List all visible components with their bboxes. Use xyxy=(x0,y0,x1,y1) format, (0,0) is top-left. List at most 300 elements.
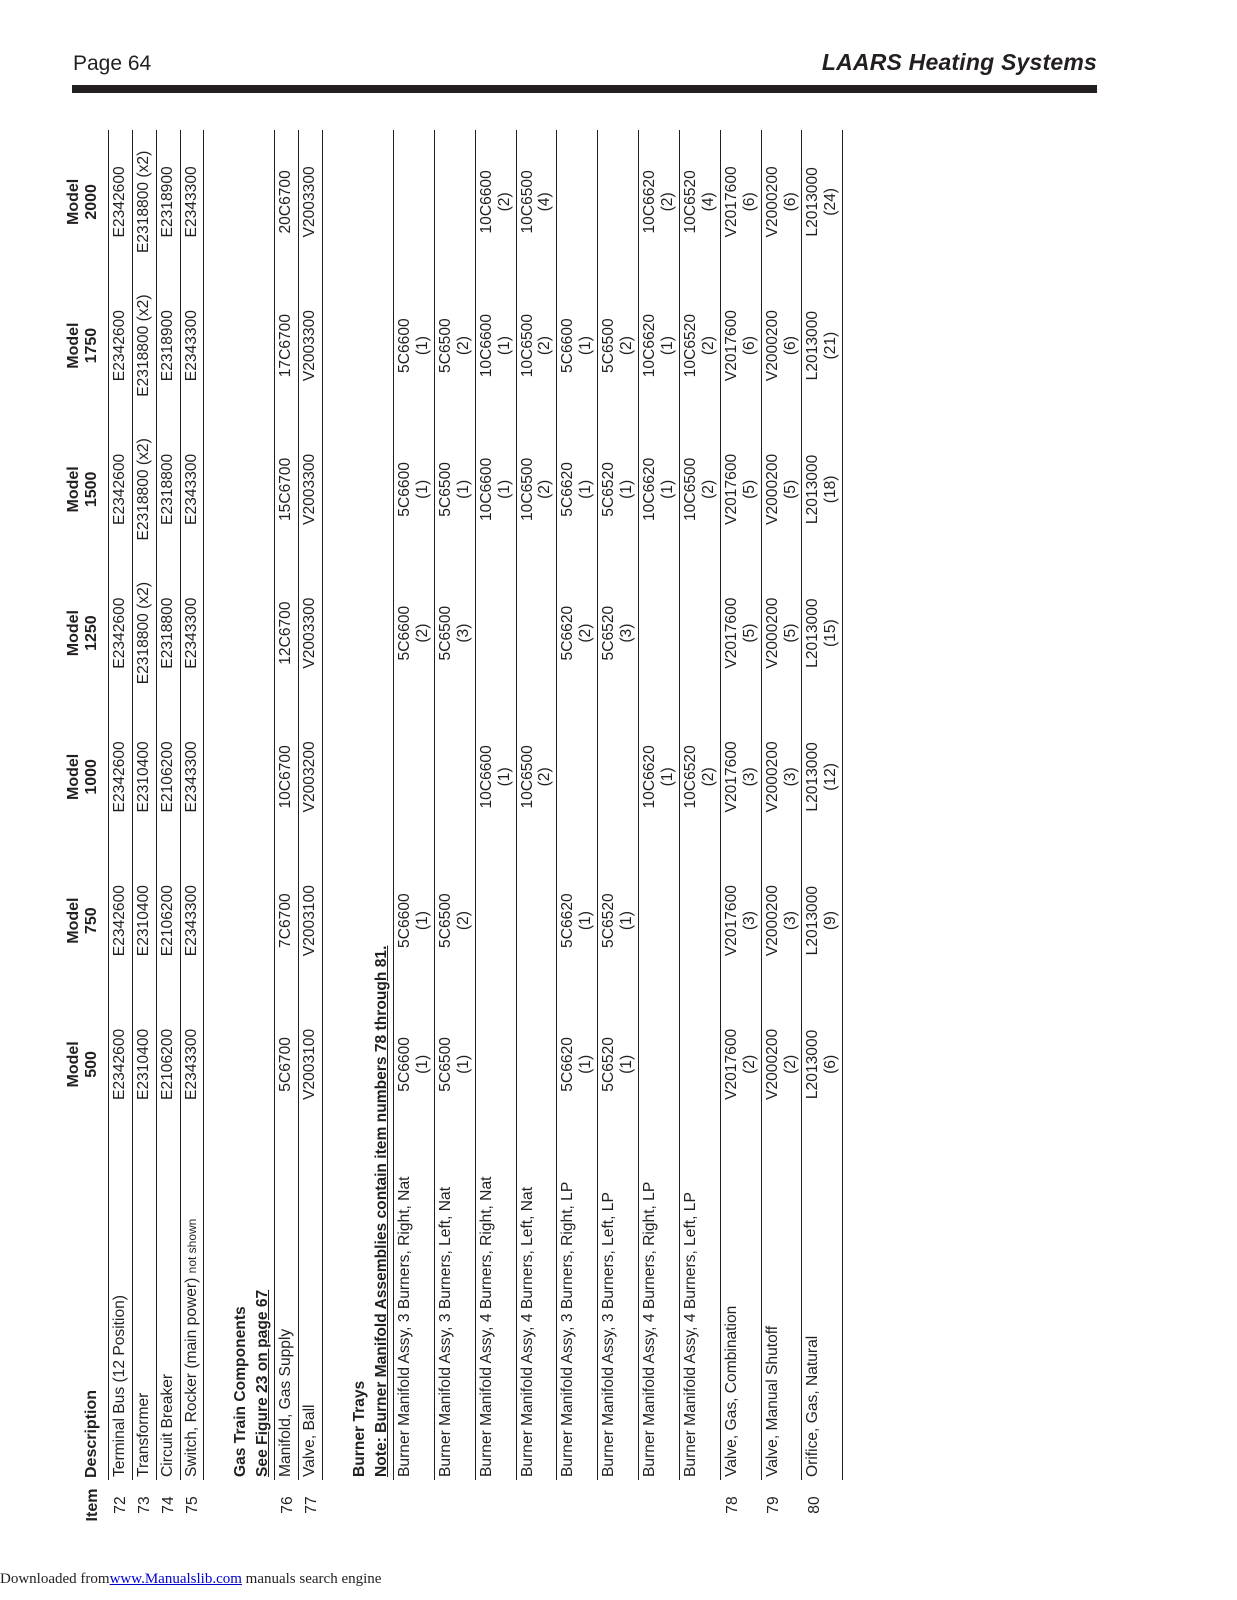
item-number: 79 xyxy=(765,1496,783,1514)
part-number: 10C6600 xyxy=(477,170,495,234)
part-number: V2000200 xyxy=(763,310,781,382)
description-cell: Valve, Manual Shutoff xyxy=(761,1136,802,1480)
part-number: 10C6620 xyxy=(641,457,659,522)
part-number-cell xyxy=(679,705,720,849)
quantity: (2) xyxy=(699,767,717,787)
table-row xyxy=(557,130,598,1530)
item-number: 78 xyxy=(724,1496,742,1514)
quantity: (5) xyxy=(781,623,799,643)
description-cell: Burner Manifold Assy, 3 Burners, Right, Nat xyxy=(394,1136,435,1480)
quantity: (1) xyxy=(454,1054,472,1074)
part-number-cell xyxy=(394,993,435,1137)
part-number-cell: V2003300 xyxy=(299,274,323,418)
part-number: 10C6520 xyxy=(681,313,699,378)
part-number-cell xyxy=(475,130,516,274)
part-number-cell: E2318800 xyxy=(156,418,180,562)
part-number-cell: 7C6700 xyxy=(275,849,299,993)
spacer-row xyxy=(204,130,231,1530)
col-header-item: Item xyxy=(83,1488,101,1522)
part-number: V2000200 xyxy=(763,741,781,813)
part-number-cell: V2003300 xyxy=(299,561,323,705)
part-number: 5C6520 xyxy=(600,893,618,948)
col-header-model-1000: Model 1000 xyxy=(65,753,101,800)
part-number-cell: E2310400 xyxy=(132,705,156,849)
gas-train-subheading-row xyxy=(252,130,274,1530)
part-number-cell: E2343300 xyxy=(180,130,204,274)
part-number-cell xyxy=(557,130,598,274)
quantity: (1) xyxy=(577,479,595,499)
part-number-cell: 20C6700 xyxy=(275,130,299,274)
part-number-cell xyxy=(434,993,475,1137)
quantity: (1) xyxy=(413,911,431,931)
part-number-cell: 15C6700 xyxy=(275,418,299,562)
part-number-cell: E2343300 xyxy=(180,418,204,562)
col-header-description: Description xyxy=(83,1389,101,1478)
quantity: (5) xyxy=(781,479,799,499)
part-number: 10C6500 xyxy=(518,170,536,234)
part-number: 5C6600 xyxy=(396,893,413,948)
part-number-cell xyxy=(516,418,557,562)
quantity: (2) xyxy=(495,192,513,212)
quantity: (2) xyxy=(454,336,472,356)
quantity: (1) xyxy=(495,479,513,499)
part-number-cell xyxy=(802,849,843,993)
part-number: 5C6500 xyxy=(600,318,618,373)
part-number-cell xyxy=(720,130,761,274)
part-number-cell xyxy=(598,705,639,849)
table-row xyxy=(761,130,802,1530)
description-cell: Burner Manifold Assy, 4 Burners, Left, Nat xyxy=(516,1136,557,1480)
quantity: (2) xyxy=(536,767,554,787)
col-header-model-2000: Model 2000 xyxy=(65,178,101,225)
part-number-cell xyxy=(639,993,680,1137)
description-cell: Burner Manifold Assy, 4 Burners, Right, LP xyxy=(639,1136,680,1480)
part-number-cell xyxy=(475,993,516,1137)
part-number-cell xyxy=(598,993,639,1137)
description-cell: Burner Manifold Assy, 3 Burners, Left, LP xyxy=(598,1136,639,1480)
part-number: 5C6600 xyxy=(559,318,577,373)
quantity: (2) xyxy=(618,336,636,356)
col-header-model-750: Model 750 xyxy=(65,897,101,944)
part-number-cell xyxy=(639,274,680,418)
table-header-row xyxy=(65,130,108,1530)
part-number-cell: 10C6700 xyxy=(275,705,299,849)
part-number-cell xyxy=(598,274,639,418)
part-number-cell xyxy=(516,705,557,849)
part-number: V2000200 xyxy=(763,166,781,238)
part-number-cell xyxy=(475,705,516,849)
quantity: (3) xyxy=(618,623,636,643)
gas-train-heading-row xyxy=(230,130,252,1530)
quantity: (21) xyxy=(822,331,840,360)
part-number: 10C6500 xyxy=(681,457,699,522)
part-number-cell xyxy=(434,274,475,418)
part-number-cell: V2003300 xyxy=(299,130,323,274)
part-number: V2017600 xyxy=(722,597,740,669)
part-number: 5C6500 xyxy=(436,893,454,948)
part-number: 5C6500 xyxy=(436,1037,454,1092)
part-number-cell: E2343300 xyxy=(180,993,204,1137)
part-number-cell xyxy=(761,849,802,993)
gas-train-subheading: See Figure 23 on page 67 xyxy=(254,1289,272,1477)
quantity: (24) xyxy=(822,188,840,216)
part-number-cell xyxy=(516,274,557,418)
table-row xyxy=(475,130,516,1530)
item-cell-empty xyxy=(371,1480,393,1530)
part-number-cell xyxy=(516,849,557,993)
quantity: (4) xyxy=(536,192,554,212)
quantity: (12) xyxy=(822,763,840,791)
part-number-cell xyxy=(720,993,761,1137)
part-number-cell: V2003100 xyxy=(299,849,323,993)
quantity: (3) xyxy=(454,623,472,643)
description-cell: Valve, Ball xyxy=(299,1136,323,1480)
description-cell xyxy=(180,1136,204,1480)
quantity: (6) xyxy=(781,336,799,356)
parts-table-container xyxy=(65,130,1065,1530)
part-number-cell xyxy=(720,849,761,993)
item-number xyxy=(394,1480,435,1530)
table-row xyxy=(156,130,180,1530)
part-number-cell xyxy=(802,418,843,562)
quantity: (2) xyxy=(699,479,717,499)
item-number: 76 xyxy=(278,1496,296,1514)
part-number-cell: E2343300 xyxy=(180,561,204,705)
quantity: (2) xyxy=(699,336,717,356)
quantity: (5) xyxy=(740,623,758,643)
part-number: 10C6500 xyxy=(518,313,536,378)
quantity: (3) xyxy=(740,767,758,787)
quantity: (1) xyxy=(577,1054,595,1074)
part-number-cell xyxy=(679,130,720,274)
part-number: L2013000 xyxy=(804,885,822,956)
description-cell: Orifice, Gas, Natural xyxy=(802,1136,843,1480)
quantity: (1) xyxy=(495,767,513,787)
part-number-cell xyxy=(434,418,475,562)
part-number-cell xyxy=(720,418,761,562)
part-number-cell xyxy=(394,561,435,705)
part-number: V2017600 xyxy=(722,310,740,382)
part-number-cell xyxy=(761,561,802,705)
header-rule xyxy=(72,85,1097,93)
burner-trays-heading-row xyxy=(349,130,371,1530)
quantity: (1) xyxy=(618,1054,636,1074)
part-number-cell xyxy=(557,274,598,418)
page-number: Page 64 xyxy=(73,52,152,75)
description-cell: Burner Manifold Assy, 3 Burners, Left, Nat xyxy=(434,1136,475,1480)
item-number xyxy=(475,1480,516,1530)
item-cell-empty xyxy=(230,1480,252,1530)
part-number-cell: V2003100 xyxy=(299,993,323,1137)
item-number: 77 xyxy=(302,1496,320,1514)
burner-trays-note-row xyxy=(371,130,393,1530)
quantity: (3) xyxy=(740,911,758,931)
part-number: 5C6620 xyxy=(559,1037,577,1092)
part-number-cell: E2342600 xyxy=(108,274,132,418)
part-number-cell: E2342600 xyxy=(108,418,132,562)
description-cell: Burner Manifold Assy, 3 Burners, Right, LP xyxy=(557,1136,598,1480)
item-number: 74 xyxy=(160,1496,178,1514)
part-number: V2017600 xyxy=(722,453,740,525)
part-number-cell xyxy=(475,561,516,705)
part-number-cell xyxy=(720,705,761,849)
description-text: Transformer xyxy=(134,1392,152,1477)
quantity: (2) xyxy=(454,911,472,931)
item-number xyxy=(598,1480,639,1530)
part-number-cell: E2318900 xyxy=(156,274,180,418)
quantity: (6) xyxy=(740,192,758,212)
description-note: not shown xyxy=(184,1218,199,1274)
quantity: (6) xyxy=(740,336,758,356)
part-number-cell xyxy=(639,849,680,993)
part-number-cell xyxy=(598,849,639,993)
part-number-cell xyxy=(761,418,802,562)
part-number: 10C6500 xyxy=(518,457,536,522)
table-row xyxy=(639,130,680,1530)
manualslib-link[interactable]: www.Manualslib.com xyxy=(109,1571,242,1587)
part-number: 10C6600 xyxy=(477,745,495,809)
quantity: (6) xyxy=(822,1054,840,1074)
part-number: 10C6600 xyxy=(477,313,495,378)
part-number-cell: E2343300 xyxy=(180,849,204,993)
part-number: L2013000 xyxy=(804,1029,822,1100)
table-row xyxy=(275,130,299,1530)
part-number: 5C6600 xyxy=(396,1037,413,1092)
part-number: 5C6600 xyxy=(396,605,413,661)
part-number-cell: E2310400 xyxy=(132,993,156,1137)
table-row xyxy=(108,130,132,1530)
part-number-cell xyxy=(394,849,435,993)
col-header-model-1500: Model 1500 xyxy=(65,466,101,513)
part-number-cell xyxy=(639,561,680,705)
description-text: Terminal Bus (12 Position) xyxy=(110,1295,128,1477)
quantity: (1) xyxy=(495,336,513,356)
item-number: 72 xyxy=(112,1496,130,1514)
spacer-row xyxy=(323,130,350,1530)
part-number-cell xyxy=(679,993,720,1137)
description-cell: Manifold, Gas Supply xyxy=(275,1136,299,1480)
part-number-cell xyxy=(761,705,802,849)
quantity: (1) xyxy=(658,479,676,499)
part-number: 5C6600 xyxy=(396,318,413,373)
part-number-cell xyxy=(557,705,598,849)
part-number: L2013000 xyxy=(804,598,822,668)
part-number-cell xyxy=(516,130,557,274)
table-row xyxy=(516,130,557,1530)
quantity: (1) xyxy=(413,479,431,499)
quantity: (3) xyxy=(781,767,799,787)
description-cell: Burner Manifold Assy, 4 Burners, Left, LP xyxy=(679,1136,720,1480)
description-cell xyxy=(156,1136,180,1480)
part-number-cell: E2106200 xyxy=(156,705,180,849)
table-row xyxy=(180,130,204,1530)
part-number-cell: E2343300 xyxy=(180,274,204,418)
part-number-cell: V2003200 xyxy=(299,705,323,849)
part-number-cell: E2343300 xyxy=(180,705,204,849)
quantity: (4) xyxy=(699,192,717,212)
part-number-cell: V2003300 xyxy=(299,418,323,562)
quantity: (1) xyxy=(577,911,595,931)
part-number-cell: 17C6700 xyxy=(275,274,299,418)
part-number: V2017600 xyxy=(722,1028,740,1100)
quantity: (1) xyxy=(658,336,676,356)
part-number-cell xyxy=(475,849,516,993)
parts-table xyxy=(65,130,843,1530)
part-number: 5C6500 xyxy=(436,605,454,661)
part-number: 10C6620 xyxy=(641,313,659,378)
quantity: (2) xyxy=(658,192,676,212)
part-number-cell xyxy=(679,274,720,418)
item-number: 80 xyxy=(805,1496,823,1514)
table-row xyxy=(434,130,475,1530)
table-row xyxy=(132,130,156,1530)
quantity: (2) xyxy=(536,479,554,499)
quantity: (1) xyxy=(618,479,636,499)
table-row xyxy=(394,130,435,1530)
item-cell-empty xyxy=(349,1480,371,1530)
part-number-cell xyxy=(516,561,557,705)
part-number: 5C6520 xyxy=(600,1037,618,1092)
part-number-cell xyxy=(598,130,639,274)
part-number: L2013000 xyxy=(804,742,822,812)
part-number: 5C6500 xyxy=(436,318,454,373)
quantity: (1) xyxy=(618,911,636,931)
part-number: V2000200 xyxy=(763,453,781,525)
quantity: (1) xyxy=(658,767,676,787)
table-row xyxy=(598,130,639,1530)
part-number-cell xyxy=(557,849,598,993)
quantity: (1) xyxy=(454,479,472,499)
quantity: (18) xyxy=(822,475,840,504)
part-number-cell xyxy=(434,561,475,705)
part-number-cell xyxy=(802,274,843,418)
burner-trays-note: Note: Burner Manifold Assemblies contain item numbers 78 through 81. xyxy=(373,945,391,1477)
part-number-cell xyxy=(394,274,435,418)
part-number-cell xyxy=(394,418,435,562)
part-number: 5C6620 xyxy=(559,605,577,661)
part-number-cell: E2342600 xyxy=(108,849,132,993)
brand-title: LAARS Heating Systems xyxy=(821,49,1097,75)
part-number: 5C6500 xyxy=(436,462,454,517)
part-number-cell xyxy=(598,418,639,562)
part-number-cell: 5C6700 xyxy=(275,993,299,1137)
quantity: (3) xyxy=(781,911,799,931)
part-number-cell xyxy=(720,561,761,705)
part-number-cell: 12C6700 xyxy=(275,561,299,705)
part-number: 5C6620 xyxy=(559,893,577,948)
download-footer: Downloaded fromwww.Manualslib.com manuals search engine xyxy=(0,1571,382,1587)
quantity: (9) xyxy=(822,911,840,931)
part-number: 10C6500 xyxy=(518,745,536,809)
part-number-cell xyxy=(434,849,475,993)
item-number: 75 xyxy=(184,1496,202,1514)
part-number: L2013000 xyxy=(804,454,822,525)
description-text: Switch, Rocker (main power) xyxy=(182,1277,200,1477)
quantity: (2) xyxy=(413,623,431,643)
part-number-cell xyxy=(475,274,516,418)
part-number-cell: E2106200 xyxy=(156,849,180,993)
part-number-cell xyxy=(557,993,598,1137)
part-number: V2017600 xyxy=(722,885,740,957)
part-number-cell xyxy=(639,705,680,849)
part-number-cell xyxy=(761,274,802,418)
part-number-cell xyxy=(761,130,802,274)
description-cell: Burner Manifold Assy, 4 Burners, Right, Nat xyxy=(475,1136,516,1480)
part-number-cell xyxy=(720,274,761,418)
part-number-cell xyxy=(802,993,843,1137)
part-number-cell xyxy=(598,561,639,705)
description-cell: Valve, Gas, Combination xyxy=(720,1136,761,1480)
part-number-cell xyxy=(679,418,720,562)
table-row xyxy=(802,130,843,1530)
part-number-cell xyxy=(802,705,843,849)
description-text: Circuit Breaker xyxy=(158,1373,176,1477)
table-row xyxy=(299,130,323,1530)
part-number-cell xyxy=(802,561,843,705)
item-number xyxy=(557,1480,598,1530)
quantity: (5) xyxy=(740,479,758,499)
part-number-cell xyxy=(802,130,843,274)
part-number: 5C6600 xyxy=(396,462,413,517)
part-number-cell xyxy=(557,561,598,705)
part-number-cell: E2318800 (x2) xyxy=(132,418,156,562)
quantity: (1) xyxy=(413,336,431,356)
part-number-cell: E2342600 xyxy=(108,993,132,1137)
col-header-model-1750: Model 1750 xyxy=(65,322,101,369)
part-number-cell: E2106200 xyxy=(156,993,180,1137)
part-number-cell: E2342600 xyxy=(108,561,132,705)
item-number xyxy=(434,1480,475,1530)
part-number: V2017600 xyxy=(722,741,740,813)
part-number-cell xyxy=(394,705,435,849)
item-number: 73 xyxy=(136,1496,154,1514)
part-number-cell xyxy=(557,418,598,562)
part-number-cell xyxy=(761,993,802,1137)
col-header-model-500: Model 500 xyxy=(65,1041,101,1088)
quantity: (2) xyxy=(781,1054,799,1074)
item-number xyxy=(516,1480,557,1530)
quantity: (6) xyxy=(781,192,799,212)
quantity: (15) xyxy=(822,619,840,647)
part-number: 10C6520 xyxy=(681,745,699,809)
part-number-cell xyxy=(679,561,720,705)
part-number: 5C6620 xyxy=(559,462,577,517)
part-number: L2013000 xyxy=(804,167,822,237)
quantity: (2) xyxy=(577,623,595,643)
col-header-model-1250: Model 1250 xyxy=(65,610,101,657)
quantity: (1) xyxy=(577,336,595,356)
part-number: 10C6520 xyxy=(681,170,699,234)
part-number-cell: E2318800 (x2) xyxy=(132,561,156,705)
part-number: V2017600 xyxy=(722,166,740,238)
part-number-cell xyxy=(434,130,475,274)
part-number: V2000200 xyxy=(763,1028,781,1100)
part-number-cell xyxy=(679,849,720,993)
item-number xyxy=(679,1480,720,1530)
quantity: (2) xyxy=(536,336,554,356)
quantity: (1) xyxy=(413,1054,431,1074)
part-number-cell: E2342600 xyxy=(108,705,132,849)
part-number-cell xyxy=(475,418,516,562)
part-number: 10C6600 xyxy=(477,457,495,522)
part-number-cell xyxy=(434,705,475,849)
part-number-cell: E2318800 (x2) xyxy=(132,274,156,418)
part-number: V2000200 xyxy=(763,885,781,957)
part-number: V2000200 xyxy=(763,597,781,669)
part-number: L2013000 xyxy=(804,310,822,381)
burner-trays-heading: Burner Trays xyxy=(351,1380,369,1477)
part-number-cell xyxy=(394,130,435,274)
